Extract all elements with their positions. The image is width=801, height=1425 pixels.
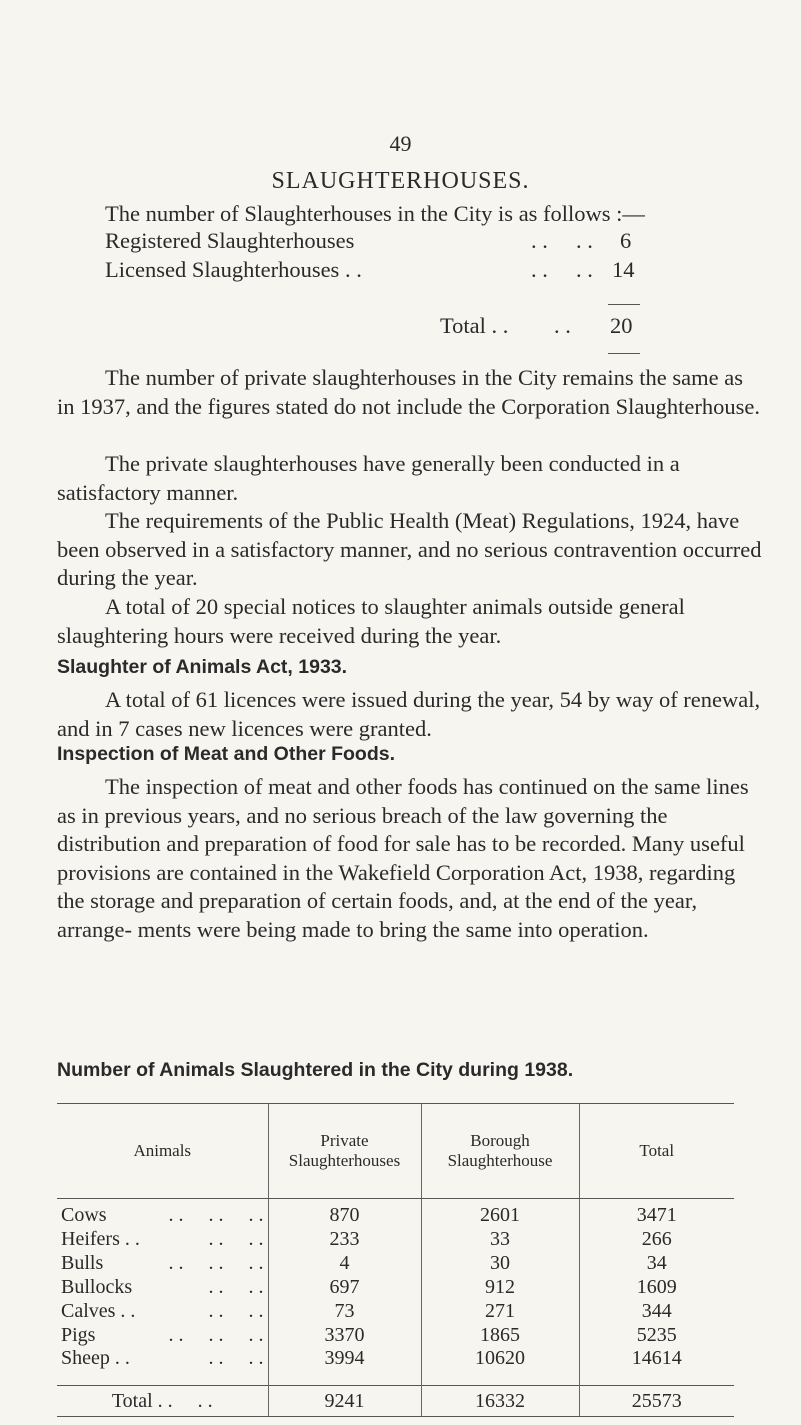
- leader-dots: . . . . . .: [168, 1251, 264, 1274]
- table-row: [57, 1299, 734, 1323]
- table-row: [57, 1347, 734, 1386]
- animal-label: Bullocks: [61, 1275, 133, 1298]
- table-header-row: [57, 1104, 734, 1199]
- column-header-total: Total: [579, 1104, 734, 1199]
- table-row: [57, 1251, 734, 1275]
- total-value: 34: [579, 1251, 734, 1275]
- count-total-label: Total . .: [440, 313, 509, 338]
- borough-value: 30: [421, 1251, 579, 1275]
- paragraph-regulations: The requirements of the Public Health (Meat) Regulations, 1924, have been observed in a satisfactory manner, and no serious contravention occurred during the year.: [57, 508, 762, 590]
- column-header-private: Private Slaughterhouses: [268, 1104, 421, 1199]
- animal-label: Pigs: [61, 1323, 96, 1346]
- borough-value: 2601: [421, 1199, 579, 1228]
- total-value: 266: [579, 1227, 734, 1251]
- intro-paragraph: The number of Slaughterhouses in the City is as follows :—: [105, 201, 645, 226]
- page-title: SLAUGHTERHOUSES.: [271, 168, 530, 194]
- paragraph-licences: A total of 61 licences were issued during the year, 54 by way of renewal, and in 7 cases new licences were granted.: [57, 687, 761, 741]
- private-value: 233: [268, 1227, 421, 1251]
- leader-dots: . . . .: [208, 1347, 264, 1369]
- total-value: 14614: [579, 1347, 734, 1386]
- paragraph-private-number: The number of private slaughterhouses in the City remains the same as in 1937, and the figures stated do not include the Corporation Slaughterhouse.: [57, 365, 760, 419]
- borough-total: 16332: [421, 1386, 579, 1417]
- private-total: 9241: [268, 1386, 421, 1417]
- private-value: 3370: [268, 1323, 421, 1347]
- borough-value: 10620: [421, 1347, 579, 1386]
- animals-table: [57, 1103, 734, 1417]
- leader-dots: . . . .: [208, 1299, 264, 1322]
- borough-value: 1865: [421, 1323, 579, 1347]
- table-row: [57, 1227, 734, 1251]
- animal-label: Bulls: [61, 1251, 104, 1274]
- private-value: 697: [268, 1275, 421, 1299]
- count-leader-dots: . . . .: [531, 228, 593, 253]
- total-label: Total: [111, 1389, 153, 1412]
- leader-dots: . . . .: [157, 1389, 213, 1412]
- page-number: 49: [389, 131, 412, 156]
- total-value: 1609: [579, 1275, 734, 1299]
- section-heading-act: Slaughter of Animals Act, 1933.: [57, 656, 348, 678]
- animal-label: Calves . .: [61, 1299, 136, 1322]
- table-heading: Number of Animals Slaughtered in the City during 1938.: [57, 1059, 574, 1081]
- column-header-borough: Borough Slaughterhouse: [421, 1104, 579, 1199]
- borough-value: 33: [421, 1227, 579, 1251]
- leader-dots: . . . . . .: [168, 1203, 264, 1226]
- paragraph-special-notices: A total of 20 special notices to slaughter animals outside general slaughtering hours were received during the year.: [57, 594, 685, 648]
- table-row: [57, 1199, 734, 1228]
- animal-label: Cows: [61, 1203, 107, 1226]
- table-total-row: [57, 1386, 734, 1417]
- animal-label: Heifers . .: [61, 1227, 140, 1250]
- count-value: 14: [612, 257, 635, 282]
- table-row: [57, 1275, 734, 1299]
- private-value: 870: [268, 1199, 421, 1228]
- leader-dots: . . . .: [208, 1275, 264, 1298]
- count-label: Licensed Slaughterhouses . .: [105, 257, 362, 282]
- animal-label: Sheep . .: [61, 1347, 130, 1369]
- count-leader-dots: . . . .: [531, 257, 593, 282]
- paragraph-private-conduct: The private slaughterhouses have generally been conducted in a satisfactory manner.: [57, 451, 680, 505]
- count-value: 6: [620, 228, 632, 253]
- borough-value: 912: [421, 1275, 579, 1299]
- borough-value: 271: [421, 1299, 579, 1323]
- private-value: 73: [268, 1299, 421, 1323]
- count-leader-dots: . .: [554, 313, 571, 338]
- table-row: [57, 1323, 734, 1347]
- count-total-value: 20: [610, 313, 633, 338]
- private-value: 4: [268, 1251, 421, 1275]
- count-label: Registered Slaughterhouses: [105, 228, 355, 253]
- private-value: 3994: [268, 1347, 421, 1386]
- total-value: 344: [579, 1299, 734, 1323]
- total-value: 5235: [579, 1323, 734, 1347]
- column-header-animals: Animals: [57, 1104, 268, 1199]
- total-value: 3471: [579, 1199, 734, 1228]
- leader-dots: . . . . . .: [168, 1323, 264, 1346]
- paragraph-inspection: The inspection of meat and other foods has continued on the same lines as in previous years, and no serious breach of the law governing the distribution and preparation of food for sale has to be recorded. Many useful provisions are contained in the Wakefield Corporation Act, 1938, regarding the storage and preparation of certain foods, and, at the end of the year, arrange- ments were being made to bring the same into operation.: [57, 774, 749, 942]
- sum-rule-bottom: [608, 353, 640, 354]
- section-heading-inspection: Inspection of Meat and Other Foods.: [57, 743, 396, 765]
- sum-rule-top: [608, 304, 640, 305]
- leader-dots: . . . .: [208, 1227, 264, 1250]
- grand-total: 25573: [579, 1386, 734, 1417]
